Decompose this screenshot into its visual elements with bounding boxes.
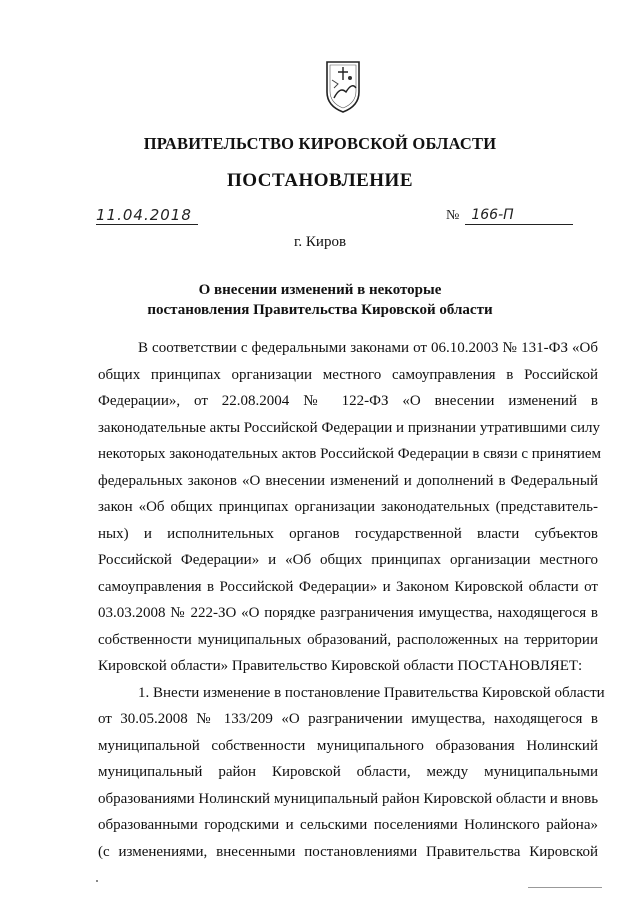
body-line: от 30.05.2008 № 133/209 «О разграничении имущества, находящегося в: [98, 711, 598, 727]
body-line: Федерации», от 22.08.2004 № 122-ФЗ «О внесении изменений в: [98, 393, 598, 409]
body-line: муниципальной собственности муниципального образования Нолинский: [98, 737, 598, 754]
body-line: (с изменениями, внесенными постановлениями Правительства Кировской: [98, 843, 598, 860]
body-line: некоторых законодательных актов Российской Федерации в связи с принятием: [98, 446, 601, 462]
government-title: ПРАВИТЕЛЬСТВО КИРОВСКОЙ ОБЛАСТИ: [143, 134, 497, 153]
body-line: образованными городскими и сельскими поселениями Нолинского района»: [98, 817, 598, 833]
body-line: Кировской области» Правительство Кировской области ПОСТАНОВЛЯЕТ:: [98, 658, 583, 674]
body-line: муниципальный район Кировской области, между муниципальными: [98, 764, 598, 780]
coat-of-arms-icon: [324, 58, 362, 114]
number-sign: №: [446, 208, 460, 223]
body-line: федеральных законов «О внесении изменений и дополнений в Федеральный: [98, 472, 598, 489]
document-type-title: ПОСТАНОВЛЕНИЕ: [226, 170, 414, 191]
city-label: г. Киров: [293, 234, 347, 250]
body-line: самоуправления в Российской Федерации» и Законом Кировской области от: [98, 578, 598, 595]
document-date: 11.04.2018: [96, 206, 198, 225]
body-line: 1. Внести изменение в постановление Правительства Кировской области: [138, 684, 605, 701]
body-line: законодательные акты Российской Федерации и признании утратившими силу: [98, 419, 601, 436]
document-number-block: [446, 206, 573, 225]
body-line: 03.03.2008 № 222-ЗО «О порядке разграничения имущества, находящегося в: [98, 605, 598, 621]
body-line: образованиями Нолинский муниципальный район Кировской области и вновь: [98, 790, 599, 807]
subject-line: О внесении изменений в некоторые: [198, 282, 442, 298]
document-subject: [0, 280, 640, 320]
body-line: закон «Об общих принципах организации законодательных (представитель-: [98, 499, 598, 515]
document-number: 166-П: [465, 206, 573, 225]
subject-line: постановления Правительства Кировской области: [147, 302, 493, 318]
body-line: ных) и исполнительных органов государственной власти субъектов: [98, 525, 598, 542]
body-line: В соответствии с федеральными законами от 06.10.2003 № 131-ФЗ «Об: [138, 340, 598, 356]
footer-rule: [528, 887, 602, 888]
body-line: общих принципах организации местного самоуправления в Российской: [98, 366, 598, 383]
body-line: Российской Федерации» и «Об общих принципах организации местного: [98, 552, 598, 568]
body-line: собственности муниципальных образований, расположенных на территории: [98, 631, 598, 648]
document-body: [98, 335, 605, 865]
scan-mark: [96, 880, 98, 882]
